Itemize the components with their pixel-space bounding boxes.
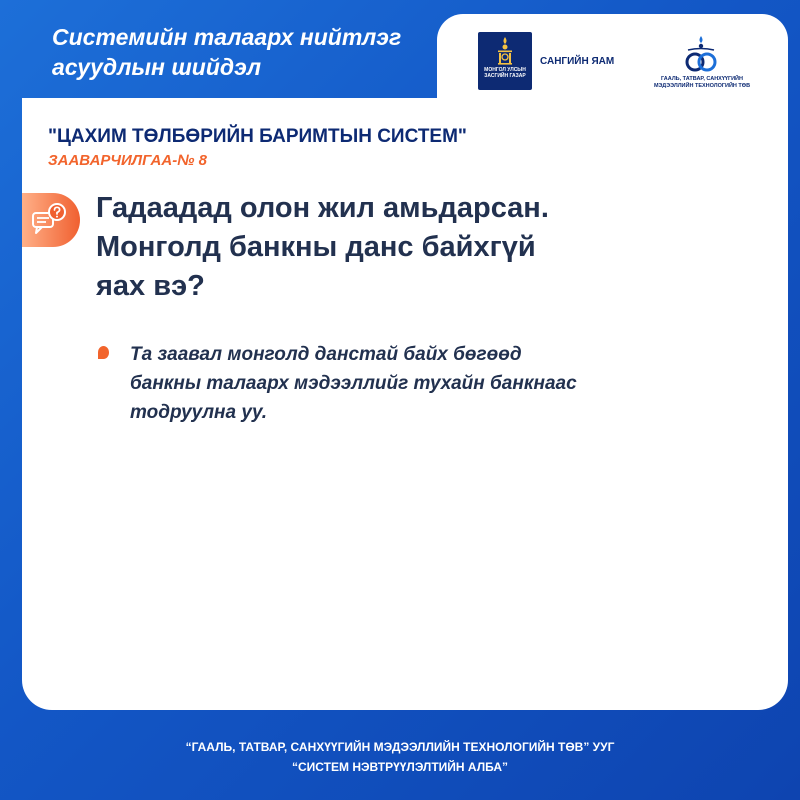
answer-line-3: тодруулна уу. bbox=[130, 402, 268, 423]
footer-line-1: “ГААЛЬ, ТАТВАР, САНХҮҮГИЙН МЭДЭЭЛЛИЙН ТЕХНОЛОГИЙН ТӨВ” УУГ bbox=[185, 740, 615, 754]
question-text bbox=[96, 189, 756, 306]
question-line-1: Гадаадад олон жил амьдарсан. bbox=[96, 192, 549, 224]
answer-text bbox=[130, 340, 750, 427]
ministry-label: САНГИЙН ЯАМ bbox=[540, 56, 615, 67]
center-logo-text bbox=[646, 76, 758, 90]
answer-line-1: Та заавал монголд данстай байх бөгөөд bbox=[130, 344, 522, 365]
header-title-line-2: асуудлын шийдэл bbox=[52, 54, 262, 80]
header-title-line-1: Системийн талаарх нийтлэг bbox=[52, 24, 402, 50]
question-badge bbox=[22, 193, 80, 247]
center-logo-text-line-1: ГААЛЬ, ТАТВАР, САНХҮҮГИЙН bbox=[661, 76, 743, 82]
soyombo-emblem-icon bbox=[495, 36, 515, 66]
government-logo-text-line-2: ЗАСГИЙН ГАЗАР bbox=[484, 73, 526, 79]
chat-question-icon bbox=[30, 201, 70, 239]
customs-tax-finance-center-icon bbox=[680, 34, 722, 76]
bullet-icon bbox=[98, 346, 109, 359]
document-title: "ЦАХИМ ТӨЛБӨРИЙН БАРИМТЫН СИСТЕМ" bbox=[48, 126, 467, 147]
government-logo-text-line-1: МОНГОЛ УЛСЫН bbox=[484, 67, 526, 73]
header-title bbox=[52, 22, 432, 82]
answer-line-2: банкны талаарх мэдээллийг тухайн банкнаас bbox=[130, 373, 577, 394]
government-logo bbox=[478, 32, 532, 90]
document-subtitle: ЗААВАРЧИЛГАА-№ 8 bbox=[48, 152, 207, 169]
question-line-3: яах вэ? bbox=[96, 270, 205, 302]
center-logo-text-line-2: МЭДЭЭЛЛИЙН ТЕХНОЛОГИЙН ТӨВ bbox=[653, 83, 751, 89]
government-logo-text bbox=[480, 67, 530, 79]
footer-line-2: “СИСТЕМ НЭВТРҮҮЛЭЛТИЙН АЛБА” bbox=[292, 760, 508, 774]
footer bbox=[0, 737, 800, 777]
question-line-2: Монголд банкны данс байхгүй bbox=[96, 231, 536, 263]
